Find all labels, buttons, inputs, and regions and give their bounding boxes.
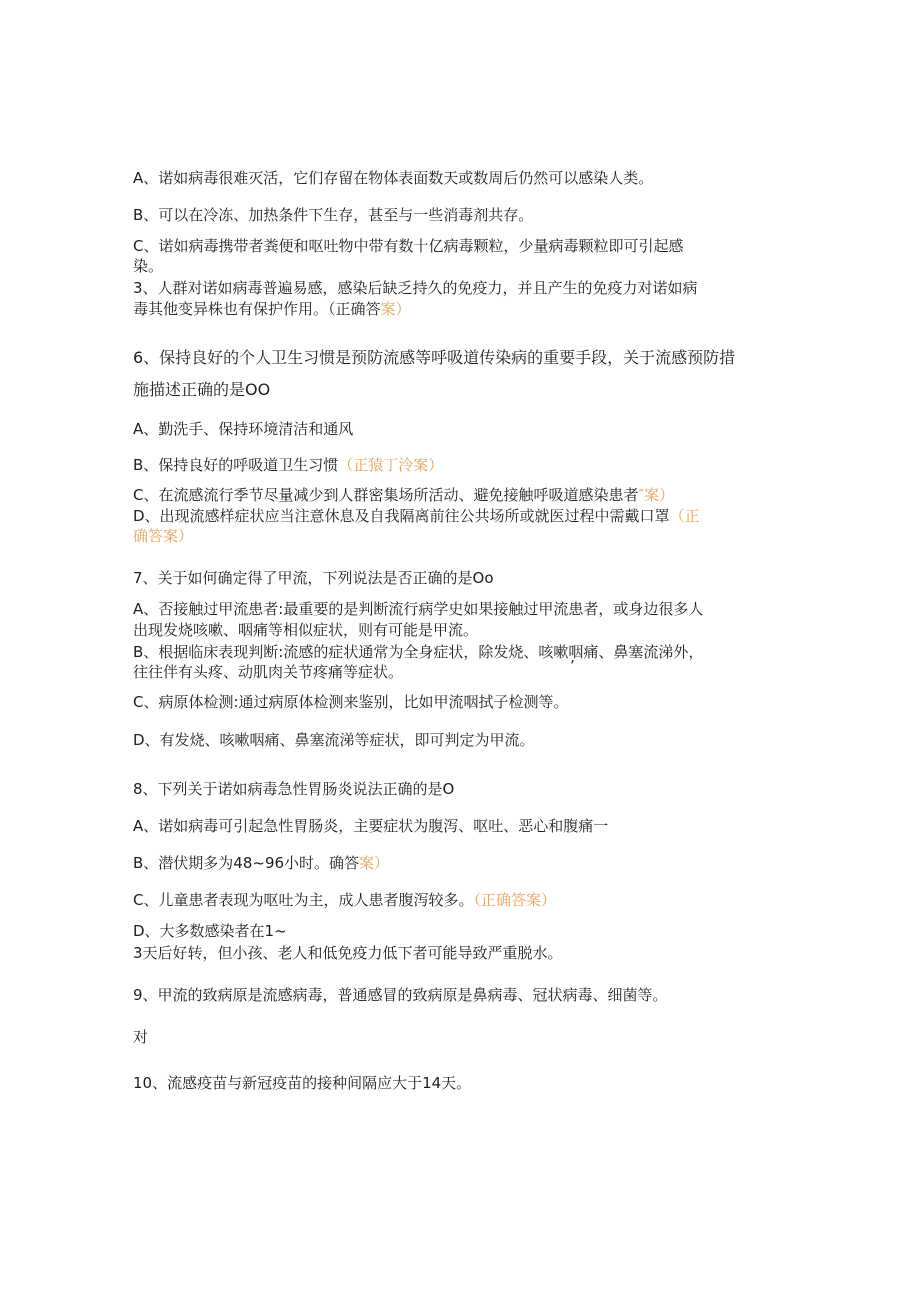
doc-line: D、大多数感染者在1~ [133,922,287,940]
doc-line: 3、人群对诺如病毒普遍易感，感染后缺乏持久的免疫力，并且产生的免疫力对诺如病 [133,279,698,297]
doc-line: 9、甲流的致病原是流感病毒，普通感冒的致病原是鼻病毒、冠状病毒、细菌等。 [133,986,668,1004]
correct-answer-mark: 案） [380,300,411,318]
doc-line: A、诺如病毒很难灭活，它们存留在物体表面数天或数周后仍然可以感染人类。 [133,169,654,187]
correct-answer-mark: 案） [359,854,390,872]
doc-line: A、否接触过甲流患者:最重要的是判断流行病学史如果接触过甲流患者，或身边很多人 [133,600,704,618]
correct-answer-mark: （正 [669,507,700,525]
doc-line: 往往伴有头疼、动肌肉关节疼痛等症状。 [133,663,404,681]
doc-line: 7、关于如何确定得了甲流，下列说法是否正确的是Oo [133,569,494,587]
doc-line: 3天后好转，但小孩、老人和低免疫力低下者可能导致严重脱水。 [133,944,563,962]
doc-line: 染。 [133,257,164,275]
doc-line: C、病原体检测:通过病原体检测来鉴别，比如甲流咽拭子检测等。 [133,693,569,711]
doc-line: 6、保持良好的个人卫生习惯是预防流感等呼吸道传染病的重要手段，关于流感预防措 [133,348,736,367]
correct-answer-mark: 确答案） [133,527,194,545]
doc-line: 对 [133,1028,149,1046]
doc-line: B、可以在冷冻、加热条件下生存，甚至与一些消毒剂共存。 [133,206,534,224]
doc-line: C、诺如病毒携带者粪便和呕吐物中带有数十亿病毒颗粒，少量病毒颗粒即可引起感 [133,237,684,255]
doc-line [133,526,193,546]
stray-mark: ’ [570,657,575,675]
doc-line: 10、流感疫苗与新冠疫苗的接种间隔应大于14天。 [133,1074,472,1092]
doc-line: 施描述正确的是OO [133,380,271,399]
doc-line: B、潜伏期多为48~96小时。确答案） [133,854,390,872]
correct-answer-mark: ″案） [638,486,675,504]
doc-line: 毒其他变异株也有保护作用。（正确答案） [133,300,411,318]
doc-line: D、出现流感样症状应当注意休息及自我隔离前往公共场所或就医过程中需戴口罩（正 [133,507,700,525]
correct-answer-mark: （正确答案） [473,891,556,909]
doc-line: D、有发烧、咳嗽咽痛、鼻塞流涕等症状，即可判定为甲流。 [133,731,535,749]
doc-line: 出现发烧咳嗽、咽痛等相似症状，则有可能是甲流。 [133,621,479,639]
doc-line: A、勤洗手、保持环境清洁和通风 [133,420,354,438]
doc-line: B、根据临床表现判断:流感的症状通常为全身症状，除发烧、咳嗽咽痛、鼻塞流涕外， [133,643,704,661]
correct-answer-mark: （正猿丁泠案） [338,456,444,474]
doc-line: B、保持良好的呼吸道卫生习惯（正猿丁泠案） [133,456,444,474]
doc-line: A、诺如病毒可引起急性胃肠炎，主要症状为腹泻、呕吐、恶心和腹痛一 [133,817,609,835]
doc-line: C、在流感流行季节尽量减少到人群密集场所活动、避免接触呼吸道感染患者″案） [133,486,675,504]
doc-line: C、儿童患者表现为呕吐为主，成人患者腹泻较多。（正确答案） [133,891,556,909]
doc-line: 8、下列关于诺如病毒急性胃肠炎说法正确的是O [133,780,455,798]
